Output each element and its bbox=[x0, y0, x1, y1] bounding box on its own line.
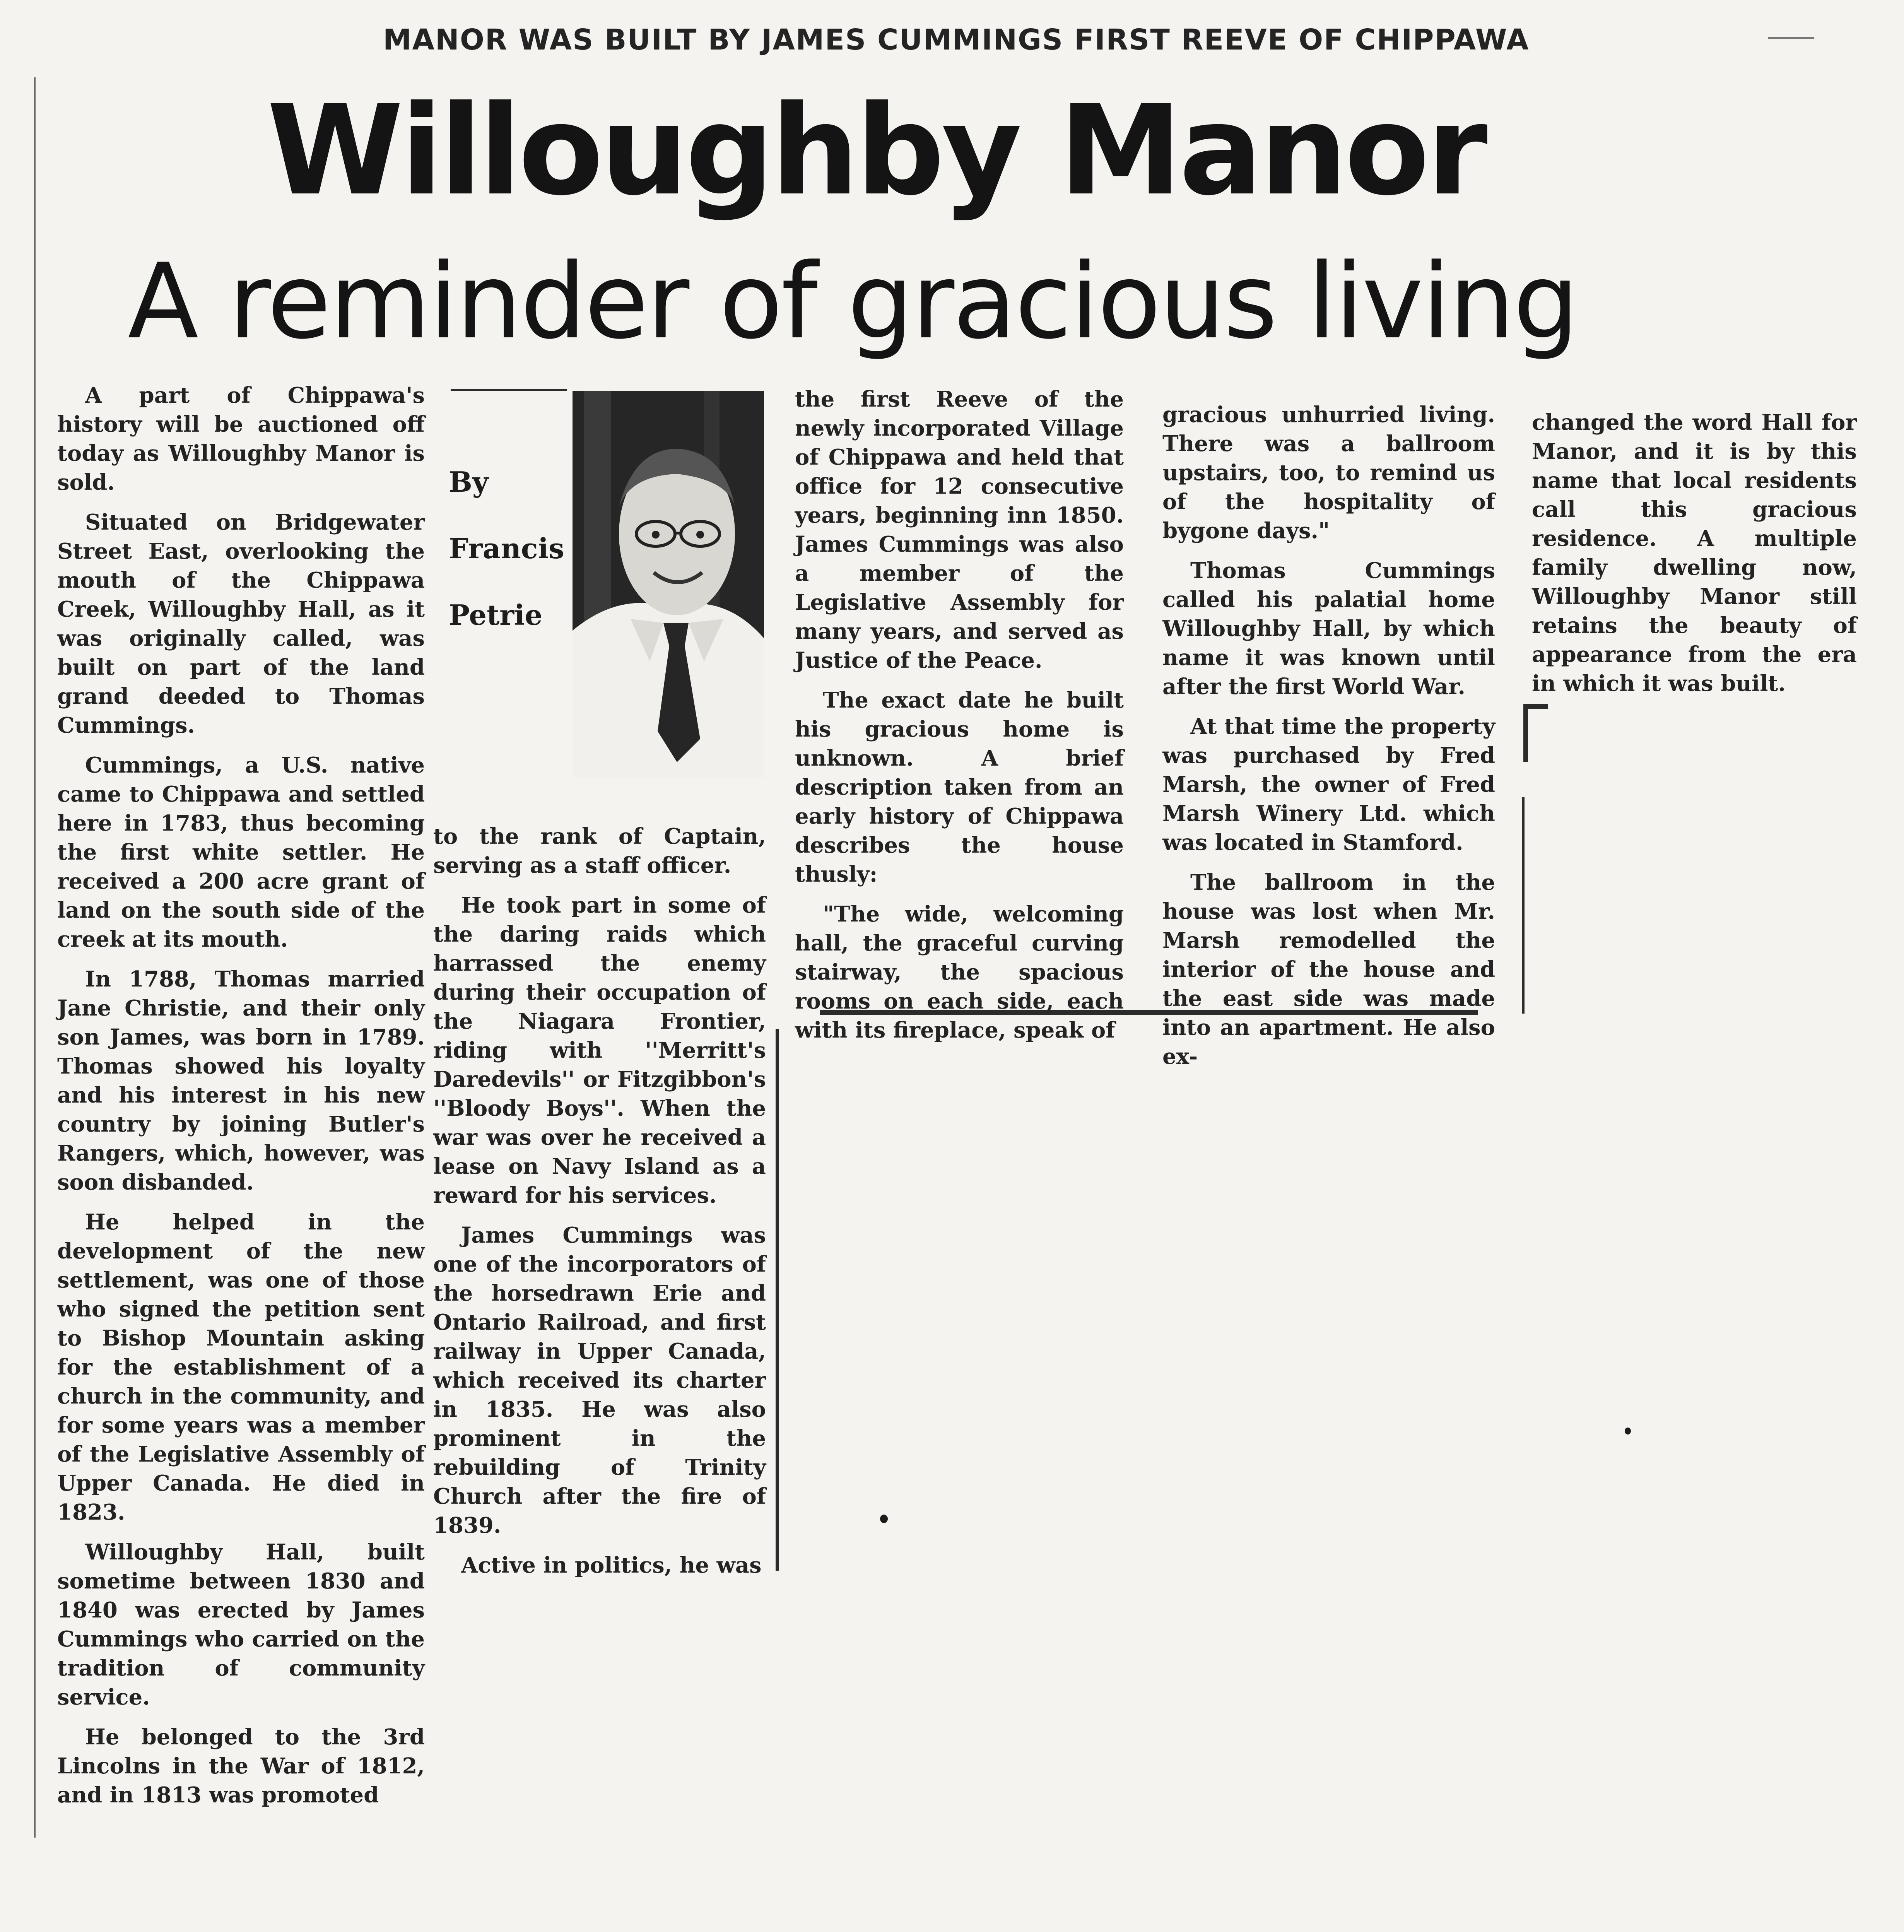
scan-speck bbox=[1625, 1428, 1631, 1434]
paragraph: At that time the property was purchased by Fred Marsh, the owner of Fred Marsh Winery Ltd. which was located in Stamford. bbox=[1162, 714, 1495, 855]
paragraph: He took part in some of the daring raids which harrassed the enemy during their occupation of the Niagara Frontier, riding with ''Merritt's Daredevils'' or Fitzgibbon's ''Bloody Boys''. When the war was over he received a lease on Navy Island as a reward for his services. bbox=[433, 892, 766, 1208]
paragraph: The exact date he built his gracious home is unknown. A brief description taken from an early history of Chippawa describes the house thusly: bbox=[795, 687, 1124, 887]
paragraph: Willoughby Hall, built sometime between 1830 and 1840 was erected by James Cummings who carried on the tradition of community service. bbox=[57, 1539, 425, 1710]
paragraph: Thomas Cummings called his palatial home Willoughby Hall, by which name it was known until after the first World War. bbox=[1162, 558, 1495, 699]
paragraph: Cummings, a U.S. native came to Chippawa and settled here in 1783, thus becoming the first white settler. He received a 200 acre grant of land on the south side of the creek at its mouth. bbox=[57, 752, 425, 952]
paragraph: changed the word Hall for Manor, and it is by this name that local residents call this gracious residence. A multiple family dwelling now, Willoughby Manor still retains the beauty of appearance from the era in which it was built. bbox=[1532, 410, 1857, 696]
paragraph: James Cummings was one of the incorporators of the horsedrawn Erie and Ontario Railroad, and first railway in Upper Canada, which received its charter in 1835. He was also prominent in the rebuilding of Trinity Church after the fire of 1839. bbox=[433, 1222, 766, 1538]
scan-speck bbox=[1768, 37, 1814, 39]
scan-speck bbox=[880, 1515, 888, 1523]
paragraph: the first Reeve of the newly incorporated Village of Chippawa and held that office for 12 consecutive years, beginning inn 1850. James Cummings was also a member of the Legislative Assembly for many years, and served as Justice of the Peace. bbox=[795, 386, 1124, 673]
paragraph: He helped in the development of the new settlement, was one of those who signed the petition sent to Bishop Mountain asking for the establishment of a church in the community, and for some years was a member of the Legislative Assembly of Upper Canada. He died in 1823. bbox=[57, 1209, 425, 1525]
article-column-2 bbox=[433, 822, 766, 1580]
column-separator-rule bbox=[776, 1029, 779, 1571]
paragraph: gracious unhurried living. There was a ballroom upstairs, too, to remind us of the hospitality of bygone days." bbox=[1162, 402, 1495, 544]
subheadline: A reminder of gracious living bbox=[128, 241, 1578, 362]
paragraph: to the rank of Captain, serving as a staff officer. bbox=[433, 824, 766, 878]
paragraph: In 1788, Thomas married Jane Christie, and their only son James, was born in 1789. Thomas showed his loyalty and his interest in his new country by joining Butler's Rangers, which, however, was soon disbanded. bbox=[57, 966, 425, 1195]
byline bbox=[449, 449, 576, 648]
kicker-line: MANOR WAS BUILT BY JAMES CUMMINGS FIRST REEVE OF CHIPPAWA bbox=[383, 23, 1530, 56]
paragraph: A part of Chippawa's history will be auctioned off today as Willoughby Manor is sold. bbox=[57, 383, 425, 495]
article-column-1 bbox=[57, 381, 425, 1810]
column-separator-rule bbox=[1522, 797, 1525, 1014]
article-column-3 bbox=[795, 385, 1124, 1045]
paragraph: "The wide, welcoming hall, the graceful curving stairway, the spacious rooms on each side, each with its fireplace, speak of bbox=[795, 901, 1124, 1043]
paragraph: The ballroom in the house was lost when Mr. Marsh remodelled the interior of the house and the east side was made into an apartment. He also ex- bbox=[1162, 870, 1495, 1069]
headline: Willoughby Manor bbox=[267, 79, 1485, 223]
author-photo bbox=[573, 391, 764, 778]
article-column-4 bbox=[1162, 400, 1495, 1071]
byline-first-name: Francis bbox=[449, 532, 564, 565]
corner-mark bbox=[1523, 704, 1528, 762]
paragraph: He belonged to the 3rd Lincolns in the War of 1812, and in 1813 was promoted bbox=[57, 1724, 425, 1808]
left-edge-rule bbox=[34, 77, 36, 1838]
paragraph: Active in politics, he was bbox=[461, 1552, 762, 1578]
article-column-5 bbox=[1532, 408, 1857, 698]
byline-by: By bbox=[449, 465, 489, 498]
photo-top-rule bbox=[451, 389, 567, 391]
paragraph: Situated on Bridgewater Street East, overlooking the mouth of the Chippawa Creek, Willoughby Hall, as it was originally called, was built on part of the land grand deeded to Thomas Cummings. bbox=[57, 510, 425, 738]
byline-last-name: Petrie bbox=[449, 598, 543, 631]
